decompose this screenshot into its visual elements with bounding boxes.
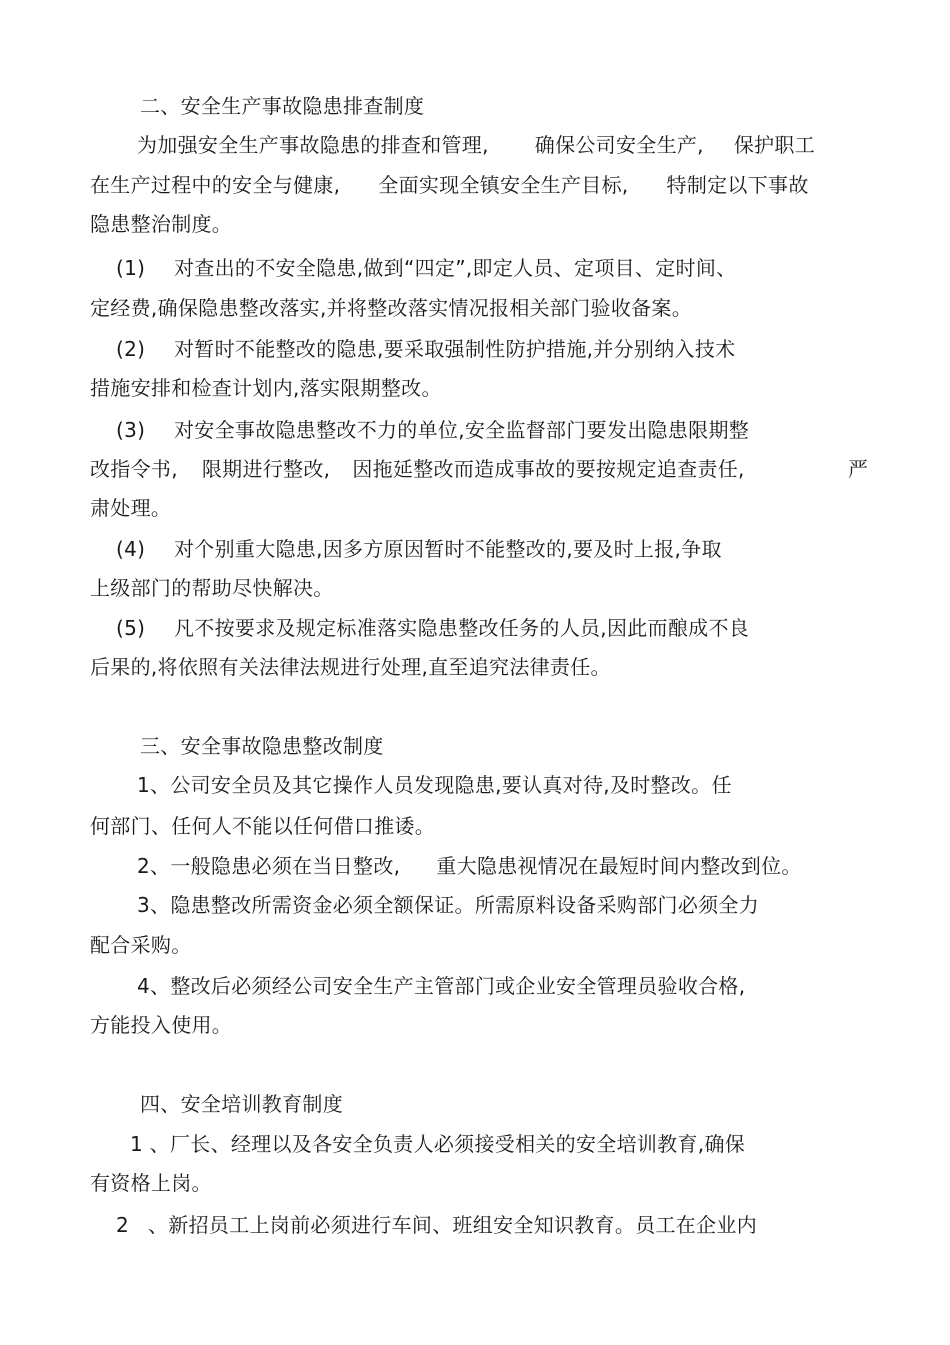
list-item-number: (3) — [116, 418, 146, 442]
list-item-text: 配合采购。 — [90, 933, 192, 957]
text-segment: 重大隐患视情况在最短时间内整改到位。 — [436, 854, 802, 878]
text-segment: 确保公司安全生产, — [534, 133, 704, 157]
list-item-number: 2 — [116, 1213, 130, 1237]
list-item-text: 对安全事故隐患整改不力的单位,安全监督部门要发出隐患限期整 — [174, 418, 750, 442]
list-item-text: 对个别重大隐患,因多方原因暂时不能整改的,要及时上报,争取 — [174, 537, 722, 561]
text-segment: 限期进行整改, — [201, 457, 331, 481]
text-segment: 全面实现全镇安全生产目标, — [378, 173, 629, 197]
list-item-text: 定经费,确保隐患整改落实,并将整改落实情况报相关部门验收备案。 — [90, 296, 693, 320]
list-item-text: 、新招员工上岗前必须进行车间、班组安全知识教育。员工在企业内 — [148, 1213, 757, 1237]
list-item-text: 后果的,将依照有关法律法规进行处理,直至追究法律责任。 — [90, 655, 611, 679]
list-item-text: 1 、厂长、经理以及各安全负责人必须接受相关的安全培训教育,确保 — [130, 1132, 746, 1156]
list-item-text — [137, 854, 802, 878]
list-item-text: 3、隐患整改所需资金必须全额保证。所需原料设备采购部门必须全力 — [137, 893, 760, 917]
list-item-text: 对暂时不能整改的隐患,要采取强制性防护措施,并分别纳入技术 — [174, 337, 736, 361]
text-segment: 保护职工 — [733, 133, 816, 157]
text-segment: 为加强安全生产事故隐患的排查和管理, — [137, 133, 489, 157]
list-item-text: 上级部门的帮助尽快解决。 — [90, 576, 334, 600]
section-heading: 三、安全事故隐患整改制度 — [140, 734, 384, 758]
paragraph-line — [137, 133, 815, 157]
list-item-number: (5) — [116, 616, 146, 640]
text-segment: 2、一般隐患必须在当日整改, — [137, 854, 401, 878]
text-segment: 在生产过程中的安全与健康, — [90, 173, 341, 197]
section-heading: 二、安全生产事故隐患排查制度 — [140, 94, 425, 118]
section-heading: 四、安全培训教育制度 — [140, 1092, 343, 1116]
list-item-number: (4) — [116, 537, 146, 561]
list-item-text: 4、整改后必须经公司安全生产主管部门或企业安全管理员验收合格, — [137, 974, 746, 998]
list-item-text: 对查出的不安全隐患,做到“四定”,即定人员、定项目、定时间、 — [174, 256, 737, 280]
list-item-text: 有资格上岗。 — [90, 1171, 212, 1195]
paragraph-line: 隐患整治制度。 — [90, 212, 233, 236]
list-item-text: 方能投入使用。 — [90, 1013, 233, 1037]
list-item-text: 措施安排和检查计划内,落实限期整改。 — [90, 376, 442, 400]
text-segment: 严 — [848, 457, 869, 481]
list-item-number: (2) — [116, 337, 146, 361]
text-segment: 改指令书, — [90, 457, 178, 481]
paragraph-line — [90, 173, 809, 197]
list-item-text: 肃处理。 — [90, 496, 172, 520]
list-item-text: 何部门、任何人不能以任何借口推诿。 — [90, 814, 436, 838]
list-item-text: 凡不按要求及规定标准落实隐患整改任务的人员,因此而酿成不良 — [174, 616, 750, 640]
text-segment: 因拖延整改而造成事故的要按规定追查责任, — [352, 457, 745, 481]
list-item-number: (1) — [116, 256, 146, 280]
list-item-text: 1、公司安全员及其它操作人员发现隐患,要认真对待,及时整改。任 — [137, 773, 732, 797]
list-item-text — [90, 457, 745, 481]
text-segment: 特制定以下事故 — [666, 173, 809, 197]
